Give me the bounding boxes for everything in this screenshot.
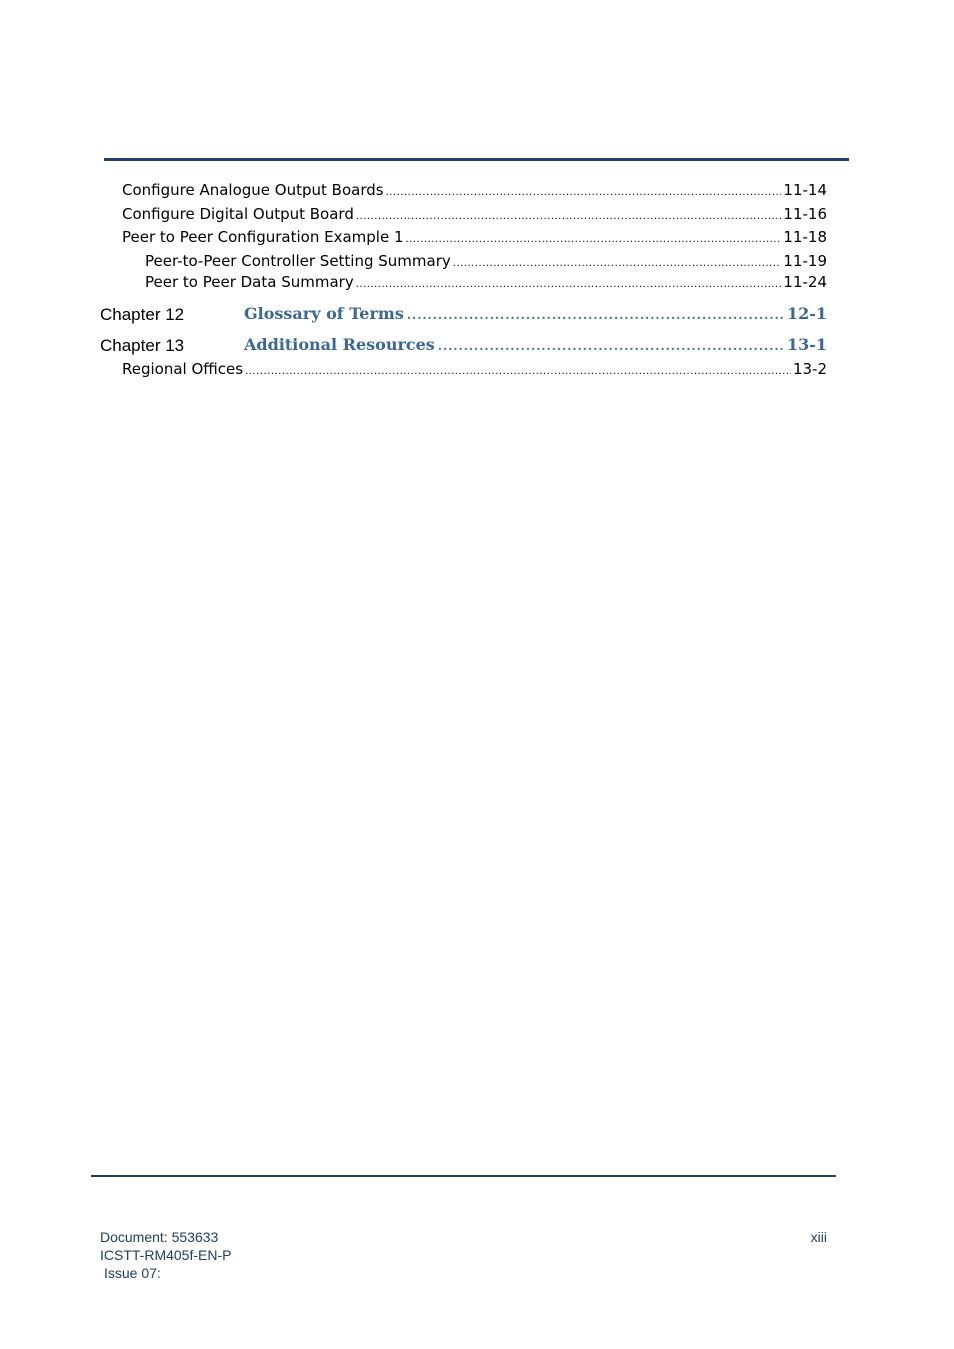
toc-entry-page: 13-2 [792, 360, 827, 378]
footer-document-number: Document: 553633 [100, 1229, 219, 1245]
toc-entry-configure-digital-output-board[interactable] [122, 205, 827, 223]
toc-entry-regional-offices[interactable] [122, 360, 827, 378]
toc-entry-title: Peer-to-Peer Controller Setting Summary [145, 252, 451, 270]
toc-entry-title: Peer to Peer Data Summary [145, 273, 354, 291]
toc-leader-dots [453, 258, 782, 269]
header-rule [104, 158, 849, 161]
toc-chapter-title: Additional Resources [244, 335, 435, 354]
toc-leader-dots [245, 366, 791, 377]
toc-entry-title: Configure Digital Output Board [122, 205, 354, 223]
toc-chapter-title: Glossary of Terms [244, 304, 404, 323]
chapter-label-13: Chapter 13 [100, 336, 185, 355]
toc-chapter-glossary-of-terms[interactable] [244, 304, 827, 323]
footer-page-number: xiii [810, 1229, 827, 1245]
toc-chapter-additional-resources[interactable] [244, 335, 827, 354]
toc-leader-dots [356, 279, 782, 290]
toc-leader-dots [438, 339, 784, 353]
footer-document-info [100, 1228, 231, 1282]
chapter-label-12: Chapter 12 [100, 305, 185, 324]
toc-entry-configure-analogue-output-boards[interactable] [122, 181, 827, 199]
toc-entry-peer-to-peer-configuration-example[interactable] [122, 228, 827, 246]
footer-document-code: ICSTT-RM405f-EN-P [100, 1247, 232, 1263]
toc-entry-page: 11-16 [783, 205, 827, 223]
toc-entry-peer-to-peer-data-summary[interactable] [145, 273, 827, 291]
footer-issue: Issue 07: [104, 1265, 161, 1281]
toc-leader-dots [406, 234, 782, 245]
toc-entry-peer-to-peer-controller-setting-summary[interactable] [145, 252, 827, 270]
toc-leader-dots [407, 308, 784, 322]
toc-entry-page: 11-19 [783, 252, 827, 270]
toc-entry-page: 11-24 [783, 273, 827, 291]
footer-rule [91, 1175, 836, 1177]
toc-entry-title: Peer to Peer Configuration Example 1 [122, 228, 404, 246]
toc-entry-page: 11-18 [783, 228, 827, 246]
toc-chapter-page: 12-1 [786, 304, 827, 323]
toc-leader-dots [356, 211, 782, 222]
toc-chapter-page: 13-1 [786, 335, 827, 354]
toc-entry-title: Configure Analogue Output Boards [122, 181, 384, 199]
toc-entry-title: Regional Offices [122, 360, 244, 378]
toc-entry-page: 11-14 [783, 181, 827, 199]
toc-leader-dots [386, 187, 782, 198]
